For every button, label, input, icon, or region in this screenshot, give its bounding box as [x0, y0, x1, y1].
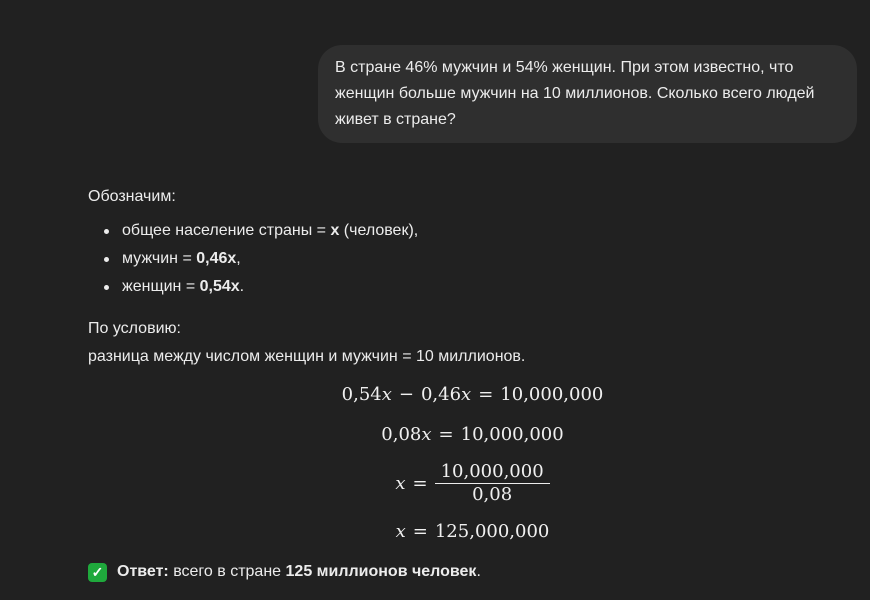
assistant-intro: Обозначим: — [88, 188, 176, 205]
list-item-bold: x — [330, 222, 340, 239]
list-item-text: . — [239, 278, 245, 295]
math-variable: x — [421, 424, 432, 445]
equations-block — [88, 381, 857, 546]
user-message-row — [88, 45, 857, 143]
list-item-bold: 0,46x — [196, 250, 237, 267]
equals-operator: = — [412, 472, 428, 494]
math-variable: x — [395, 472, 406, 494]
minus-operator: − — [398, 384, 414, 405]
math-number: 0,54 — [341, 384, 382, 405]
equals-operator: = — [438, 424, 454, 445]
math-number: 0,08 — [381, 424, 422, 445]
math-variable: x — [381, 384, 392, 405]
equation-3 — [88, 461, 857, 506]
math-variable: x — [395, 521, 406, 542]
equals-operator: = — [478, 384, 494, 405]
math-number: 10,000,000 — [500, 384, 604, 405]
check-icon: ✓ — [88, 563, 107, 582]
bullet-icon — [104, 229, 109, 234]
list-item-text: (человек), — [339, 222, 419, 239]
list-item-women — [88, 273, 857, 301]
fraction — [435, 461, 550, 506]
answer-pre: всего в стране — [168, 563, 286, 580]
chat-conversation — [88, 0, 857, 586]
user-message-text: В стране 46% мужчин и 54% женщин. При этом известно, что женщин больше мужчин на 10 миллионов. Сколько всего людей живет в стране? — [335, 59, 815, 128]
list-item-men — [88, 245, 857, 273]
list-item-text: , — [236, 250, 241, 267]
answer-post: . — [476, 563, 481, 580]
math-number: 10,000,000 — [460, 424, 564, 445]
condition-title: По условию: — [88, 320, 181, 337]
list-item-population — [88, 217, 857, 245]
list-item-text: женщин = — [122, 278, 200, 295]
fraction-numerator: 10,000,000 — [440, 461, 544, 482]
bullet-icon — [104, 285, 109, 290]
equation-1 — [88, 381, 857, 409]
equation-4 — [88, 518, 857, 546]
equals-operator: = — [412, 521, 428, 542]
list-item-bold: 0,54x — [199, 278, 240, 295]
assistant-message — [88, 183, 857, 586]
answer-text — [117, 558, 481, 586]
math-number: 125,000,000 — [434, 521, 550, 542]
user-message-bubble — [318, 45, 857, 143]
answer-line — [88, 558, 857, 586]
list-item-text: мужчин = — [122, 250, 197, 267]
bullet-icon — [104, 257, 109, 262]
fraction-denominator: 0,08 — [472, 484, 513, 505]
definitions-list — [88, 217, 857, 301]
equation-2 — [88, 421, 857, 449]
math-number: 0,46 — [420, 384, 462, 405]
answer-label: Ответ: — [117, 563, 169, 580]
answer-bold: 125 миллионов человек — [285, 563, 477, 580]
condition-text: разница между числом женщин и мужчин = 10 миллионов. — [88, 348, 526, 365]
math-variable: x — [461, 384, 472, 405]
list-item-text: общее население страны = — [122, 222, 331, 239]
